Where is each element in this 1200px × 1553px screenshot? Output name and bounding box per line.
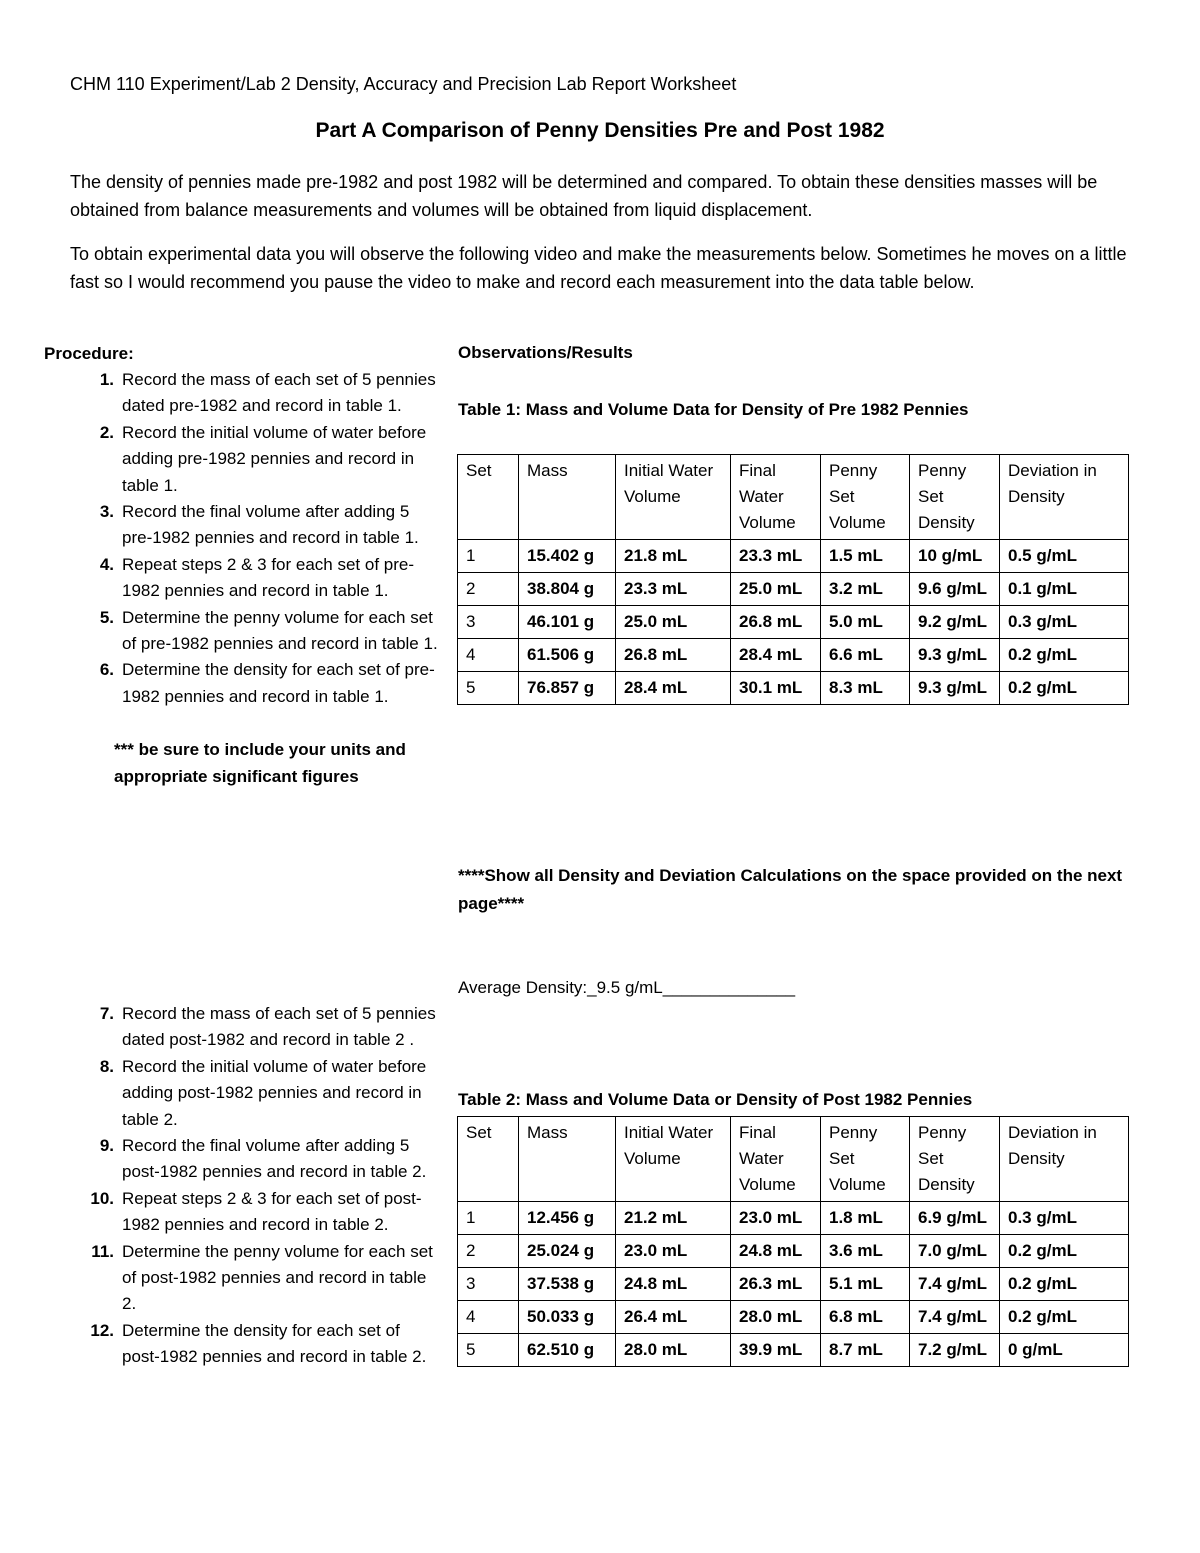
table-cell: 21.8 mL	[616, 540, 731, 573]
table-cell: 10 g/mL	[910, 540, 1000, 573]
table-cell: 0.5 g/mL	[1000, 540, 1129, 573]
table-cell: 6.8 mL	[821, 1301, 910, 1334]
step-text: Record the initial volume of water before adding pre-1982 pennies and record in table 1.	[122, 422, 427, 495]
table-cell: 7.2 g/mL	[910, 1334, 1000, 1367]
table-cell: 23.3 mL	[616, 573, 731, 606]
table-header-row	[458, 455, 1129, 540]
step-number: 4.	[99, 554, 114, 574]
table-row	[458, 672, 1129, 705]
table2-post-1982	[457, 1116, 1129, 1367]
step-number: 8.	[99, 1056, 114, 1076]
table-cell: 9.2 g/mL	[910, 606, 1000, 639]
page-title: Part A Comparison of Penny Densities Pre and Post 1982	[315, 119, 885, 142]
step-text: Determine the density for each set of pre-1982 pennies and record in table 1.	[122, 660, 435, 706]
procedure-list-post-1982	[44, 1001, 444, 1371]
table-cell: 26.8 mL	[616, 639, 731, 672]
intro-paragraph-2: To obtain experimental data you will observe the following video and make the measurements below. Sometimes he moves on a little fast so I would recommend you pause the video to make and record each measurement into the data table below.	[70, 244, 1127, 292]
course-header: CHM 110 Experiment/Lab 2 Density, Accuracy and Precision Lab Report Worksheet	[70, 74, 737, 94]
table-cell: 62.510 g	[519, 1334, 616, 1367]
table-cell: 1	[458, 1202, 519, 1235]
table-row	[458, 1334, 1129, 1367]
procedure-step-5	[44, 605, 444, 658]
table-cell: 46.101 g	[519, 606, 616, 639]
table-cell: 28.4 mL	[616, 672, 731, 705]
table-cell: 5	[458, 1334, 519, 1367]
table-cell: 4	[458, 1301, 519, 1334]
column-header: Penny Set Density	[910, 455, 1000, 540]
procedure-section	[44, 341, 444, 790]
table-cell: 15.402 g	[519, 540, 616, 573]
table1-caption: Table 1: Mass and Volume Data for Density of Pre 1982 Pennies	[458, 400, 969, 419]
procedure-step-6	[44, 657, 444, 710]
procedure-list	[44, 367, 444, 710]
table-row	[458, 1268, 1129, 1301]
table-cell: 9.3 g/mL	[910, 639, 1000, 672]
table-cell: 21.2 mL	[616, 1202, 731, 1235]
step-number: 10.	[90, 1188, 114, 1208]
table-cell: 38.804 g	[519, 573, 616, 606]
table-cell: 1	[458, 540, 519, 573]
column-header: Penny Set Volume	[821, 1117, 910, 1202]
table-cell: 9.3 g/mL	[910, 672, 1000, 705]
table-cell: 23.3 mL	[731, 540, 821, 573]
column-header: Penny Set Density	[910, 1117, 1000, 1202]
table-cell: 0.3 g/mL	[1000, 606, 1129, 639]
procedure-heading: Procedure:	[44, 344, 134, 363]
table-row	[458, 606, 1129, 639]
table-cell: 1.5 mL	[821, 540, 910, 573]
table-cell: 39.9 mL	[731, 1334, 821, 1367]
table-cell: 37.538 g	[519, 1268, 616, 1301]
table-cell: 24.8 mL	[616, 1268, 731, 1301]
table-cell: 3.2 mL	[821, 573, 910, 606]
table-header-row	[458, 1117, 1129, 1202]
column-header: Mass	[519, 1117, 616, 1202]
column-header: Initial Water Volume	[616, 1117, 731, 1202]
table-cell: 5	[458, 672, 519, 705]
procedure-step-10	[44, 1186, 444, 1239]
step-number: 5.	[99, 607, 114, 627]
step-text: Repeat steps 2 & 3 for each set of pre-1982 pennies and record in table 1.	[122, 554, 414, 601]
table-cell: 0.2 g/mL	[1000, 1301, 1129, 1334]
column-header: Deviation in Density	[1000, 455, 1129, 540]
table-cell: 0.2 g/mL	[1000, 1268, 1129, 1301]
step-number: 12.	[90, 1320, 114, 1340]
table-cell: 7.4 g/mL	[910, 1301, 1000, 1334]
step-number: 1.	[99, 370, 114, 389]
step-text: Determine the density for each set of post-1982 pennies and record in table 2.	[122, 1320, 427, 1367]
table-cell: 28.0 mL	[616, 1334, 731, 1367]
table-cell: 0.2 g/mL	[1000, 639, 1129, 672]
table-cell: 8.3 mL	[821, 672, 910, 705]
table-cell: 3	[458, 606, 519, 639]
table-cell: 23.0 mL	[616, 1235, 731, 1268]
column-header: Penny Set Volume	[821, 455, 910, 540]
step-text: Record the mass of each set of 5 pennies dated post-1982 and record in table 2 .	[122, 1004, 436, 1050]
table-cell: 12.456 g	[519, 1202, 616, 1235]
column-header: Final Water Volume	[731, 455, 821, 540]
column-header: Final Water Volume	[731, 1117, 821, 1202]
table2-caption: Table 2: Mass and Volume Data or Density of Post 1982 Pennies	[458, 1090, 973, 1109]
table-cell: 24.8 mL	[731, 1235, 821, 1268]
table-cell: 26.3 mL	[731, 1268, 821, 1301]
table-cell: 0 g/mL	[1000, 1334, 1129, 1367]
table-cell: 0.1 g/mL	[1000, 573, 1129, 606]
step-text: Record the initial volume of water before adding post-1982 pennies and record in table 2.	[122, 1056, 427, 1129]
observations-heading: Observations/Results	[458, 343, 633, 362]
table-cell: 50.033 g	[519, 1301, 616, 1334]
table-cell: 7.0 g/mL	[910, 1235, 1000, 1268]
average-density: Average Density:_9.5 g/mL______________	[458, 978, 796, 997]
table-row	[458, 639, 1129, 672]
table1-pre-1982	[457, 454, 1129, 705]
table-row	[458, 573, 1129, 606]
calculation-note: ****Show all Density and Deviation Calculations on the space provided on the next page****	[458, 866, 1123, 913]
procedure-step-9	[44, 1133, 444, 1186]
step-text: Record the final volume after adding 5 post-1982 pennies and record in table 2.	[122, 1136, 427, 1182]
procedure-step-7	[44, 1001, 444, 1054]
table-cell: 25.0 mL	[731, 573, 821, 606]
procedure-step-2	[44, 420, 444, 499]
step-number: 7.	[99, 1004, 114, 1023]
table-cell: 28.4 mL	[731, 639, 821, 672]
table-cell: 25.024 g	[519, 1235, 616, 1268]
procedure-step-3	[44, 499, 444, 552]
table-cell: 76.857 g	[519, 672, 616, 705]
table-cell: 30.1 mL	[731, 672, 821, 705]
step-number: 3.	[99, 502, 114, 522]
table-cell: 2	[458, 573, 519, 606]
table-row	[458, 540, 1129, 573]
table-cell: 23.0 mL	[731, 1202, 821, 1235]
step-text: Record the mass of each set of 5 pennies dated pre-1982 and record in table 1.	[122, 370, 436, 416]
column-header: Initial Water Volume	[616, 455, 731, 540]
column-header: Deviation in Density	[1000, 1117, 1129, 1202]
table-cell: 8.7 mL	[821, 1334, 910, 1367]
table-cell: 61.506 g	[519, 639, 616, 672]
step-text: Record the final volume after adding 5 pre-1982 pennies and record in table 1.	[122, 502, 419, 548]
procedure-step-1	[44, 367, 444, 420]
step-text: Repeat steps 2 & 3 for each set of post-1982 pennies and record in table 2.	[122, 1188, 422, 1235]
units-note: *** be sure to include your units and appropriate significant figures	[114, 740, 406, 787]
table-cell: 26.8 mL	[731, 606, 821, 639]
table-row	[458, 1301, 1129, 1334]
table-cell: 5.0 mL	[821, 606, 910, 639]
table-cell: 3	[458, 1268, 519, 1301]
procedure-step-11	[44, 1239, 444, 1318]
procedure-step-4	[44, 552, 444, 605]
table-cell: 28.0 mL	[731, 1301, 821, 1334]
table-cell: 6.6 mL	[821, 639, 910, 672]
step-number: 11.	[91, 1241, 114, 1261]
table-cell: 9.6 g/mL	[910, 573, 1000, 606]
table-cell: 6.9 g/mL	[910, 1202, 1000, 1235]
step-number: 2.	[99, 422, 114, 442]
table-cell: 7.4 g/mL	[910, 1268, 1000, 1301]
column-header: Set	[458, 455, 519, 540]
table-cell: 0.3 g/mL	[1000, 1202, 1129, 1235]
table-cell: 25.0 mL	[616, 606, 731, 639]
column-header: Set	[458, 1117, 519, 1202]
table-cell: 0.2 g/mL	[1000, 1235, 1129, 1268]
step-text: Determine the penny volume for each set of post-1982 pennies and record in table 2.	[122, 1241, 433, 1314]
intro-paragraph-1: The density of pennies made pre-1982 and post 1982 will be determined and compared. To obtain these densities masses will be obtained from balance measurements and volumes will be obtained from liquid displacement.	[70, 172, 1098, 220]
table-cell: 26.4 mL	[616, 1301, 731, 1334]
column-header: Mass	[519, 455, 616, 540]
step-number: 6.	[99, 660, 114, 680]
table-cell: 5.1 mL	[821, 1268, 910, 1301]
procedure-step-8	[44, 1054, 444, 1133]
table-cell: 0.2 g/mL	[1000, 672, 1129, 705]
table-cell: 4	[458, 639, 519, 672]
table-row	[458, 1202, 1129, 1235]
table-cell: 2	[458, 1235, 519, 1268]
step-number: 9.	[99, 1136, 114, 1156]
step-text: Determine the penny volume for each set of pre-1982 pennies and record in table 1.	[122, 607, 438, 654]
table-row	[458, 1235, 1129, 1268]
table-cell: 1.8 mL	[821, 1202, 910, 1235]
procedure-step-12	[44, 1318, 444, 1371]
table-cell: 3.6 mL	[821, 1235, 910, 1268]
